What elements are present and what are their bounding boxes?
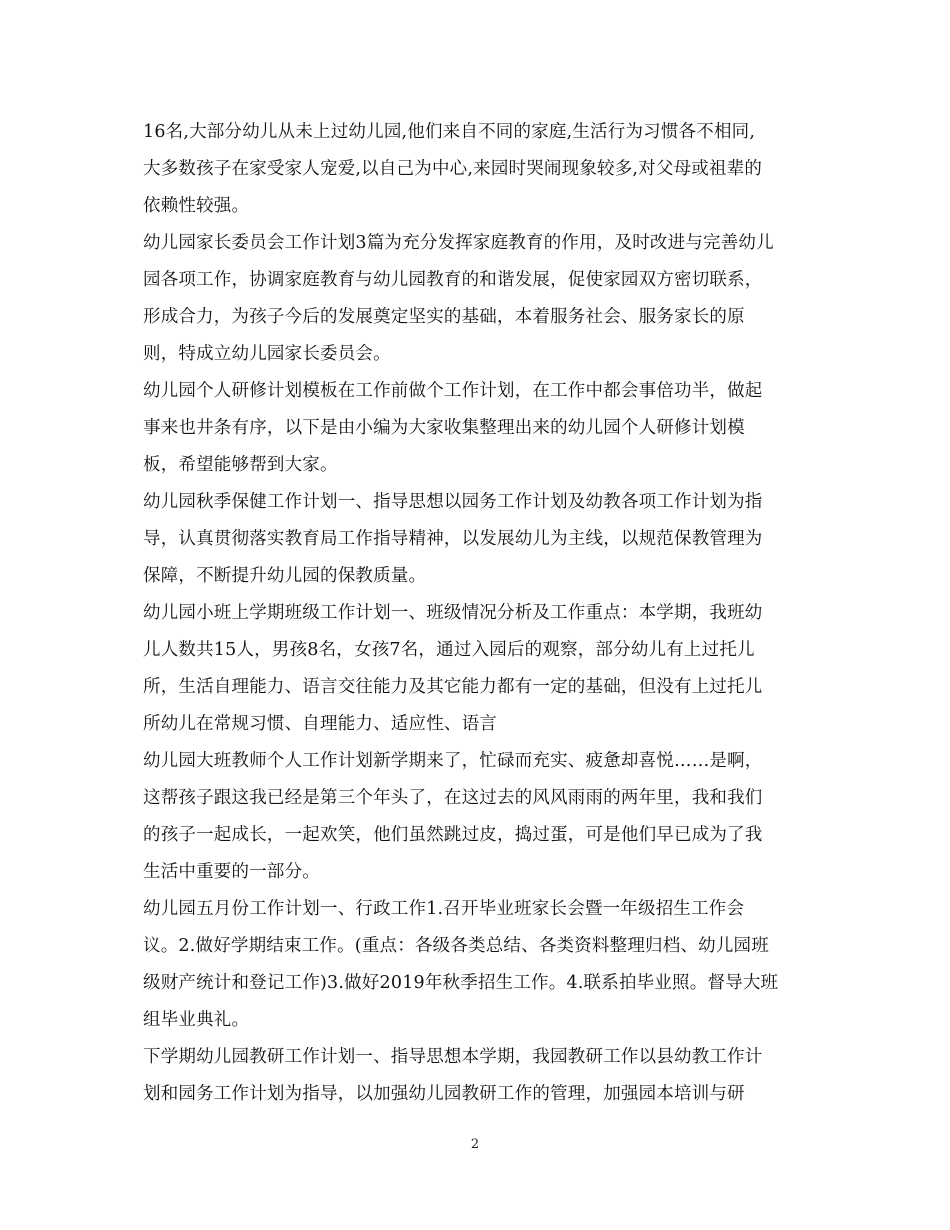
paragraph-parent-committee bbox=[143, 225, 823, 373]
text-line: 幼儿园小班上学期班级工作计划一、班级情况分析及工作重点：本学期，我班幼 bbox=[143, 603, 763, 623]
text-line: 幼儿园秋季保健工作计划一、指导思想以园务工作计划及幼教各项工作计划为指 bbox=[143, 492, 763, 512]
text-line: 生活中重要的一部分。 bbox=[143, 862, 320, 882]
text-line: 幼儿园大班教师个人工作计划新学期来了，忙碌而充实、疲惫却喜悦……是啊， bbox=[143, 751, 763, 771]
paragraph-autumn-health-plan bbox=[143, 484, 823, 595]
text-line: 导，认真贯彻落实教育局工作指导精神，以发展幼儿为主线，以规范保教管理为 bbox=[143, 529, 763, 549]
paragraph-personal-study-plan bbox=[143, 373, 823, 484]
paragraph-teaching-research-plan bbox=[143, 1039, 823, 1113]
text-line: 板，希望能够帮到大家。 bbox=[143, 455, 338, 475]
text-line: 的孩子一起成长，一起欢笑，他们虽然跳过皮，捣过蛋，可是他们早已成为了我 bbox=[143, 825, 763, 845]
text-line: 幼儿园五月份工作计划一、行政工作1.召开毕业班家长会暨一年级招生工作会 bbox=[143, 899, 745, 919]
text-line: 保障，不断提升幼儿园的保教质量。 bbox=[143, 566, 427, 586]
text-line: 组毕业典礼。 bbox=[143, 1010, 250, 1030]
text-line: 则，特成立幼儿园家长委员会。 bbox=[143, 344, 391, 364]
text-line: 划和园务工作计划为指导，以加强幼儿园教研工作的管理，加强园本培训与研 bbox=[143, 1084, 745, 1104]
paragraph-small-class-plan bbox=[143, 595, 823, 743]
paragraph-may-plan bbox=[143, 891, 823, 1039]
text-line: 幼儿园个人研修计划模板在工作前做个工作计划，在工作中都会事倍功半，做起 bbox=[143, 381, 763, 401]
text-line: 依赖性较强。 bbox=[143, 196, 250, 216]
text-line: 这帮孩子跟这我已经是第三个年头了，在这过去的风风雨雨的两年里，我和我们 bbox=[143, 788, 763, 808]
text-line: 幼儿园家长委员会工作计划3篇为充分发挥家庭教育的作用，及时改进与完善幼儿 bbox=[143, 233, 774, 253]
text-line: 事来也井条有序，以下是由小编为大家收集整理出来的幼儿园个人研修计划模 bbox=[143, 418, 745, 438]
text-line: 园各项工作，协调家庭教育与幼儿园教育的和谐发展，促使家园双方密切联系， bbox=[143, 270, 763, 290]
text-line: 议。2.做好学期结束工作。(重点：各级各类总结、各类资料整理归档、幼儿园班 bbox=[143, 936, 769, 956]
document-body bbox=[143, 114, 823, 1113]
text-line: 级财产统计和登记工作)3.做好2019年秋季招生工作。4.联系拍毕业照。督导大班 bbox=[143, 973, 779, 993]
text-line: 形成合力，为孩子今后的发展奠定坚实的基础，本着服务社会、服务家长的原 bbox=[143, 307, 745, 327]
text-line: 大多数孩子在家受家人宠爱,以自己为中心,来园时哭闹现象较多,对父母或祖辈的 bbox=[143, 159, 763, 179]
text-line: 儿人数共15人，男孩8名，女孩7名，通过入园后的观察，部分幼儿有上过托儿 bbox=[143, 640, 755, 660]
text-line: 所，生活自理能力、语言交往能力及其它能力都有一定的基础，但没有上过托儿 bbox=[143, 677, 763, 697]
page-number: 2 bbox=[470, 1137, 480, 1152]
text-line: 下学期幼儿园教研工作计划一、指导思想本学期，我园教研工作以县幼教工作计 bbox=[143, 1047, 763, 1067]
paragraph-class-intro bbox=[143, 114, 823, 225]
text-line: 所幼儿在常规习惯、自理能力、适应性、语言 bbox=[143, 714, 497, 734]
text-line: 16名,大部分幼儿从未上过幼儿园,他们来自不同的家庭,生活行为习惯各不相同, bbox=[143, 122, 756, 142]
paragraph-senior-teacher-plan bbox=[143, 743, 823, 891]
